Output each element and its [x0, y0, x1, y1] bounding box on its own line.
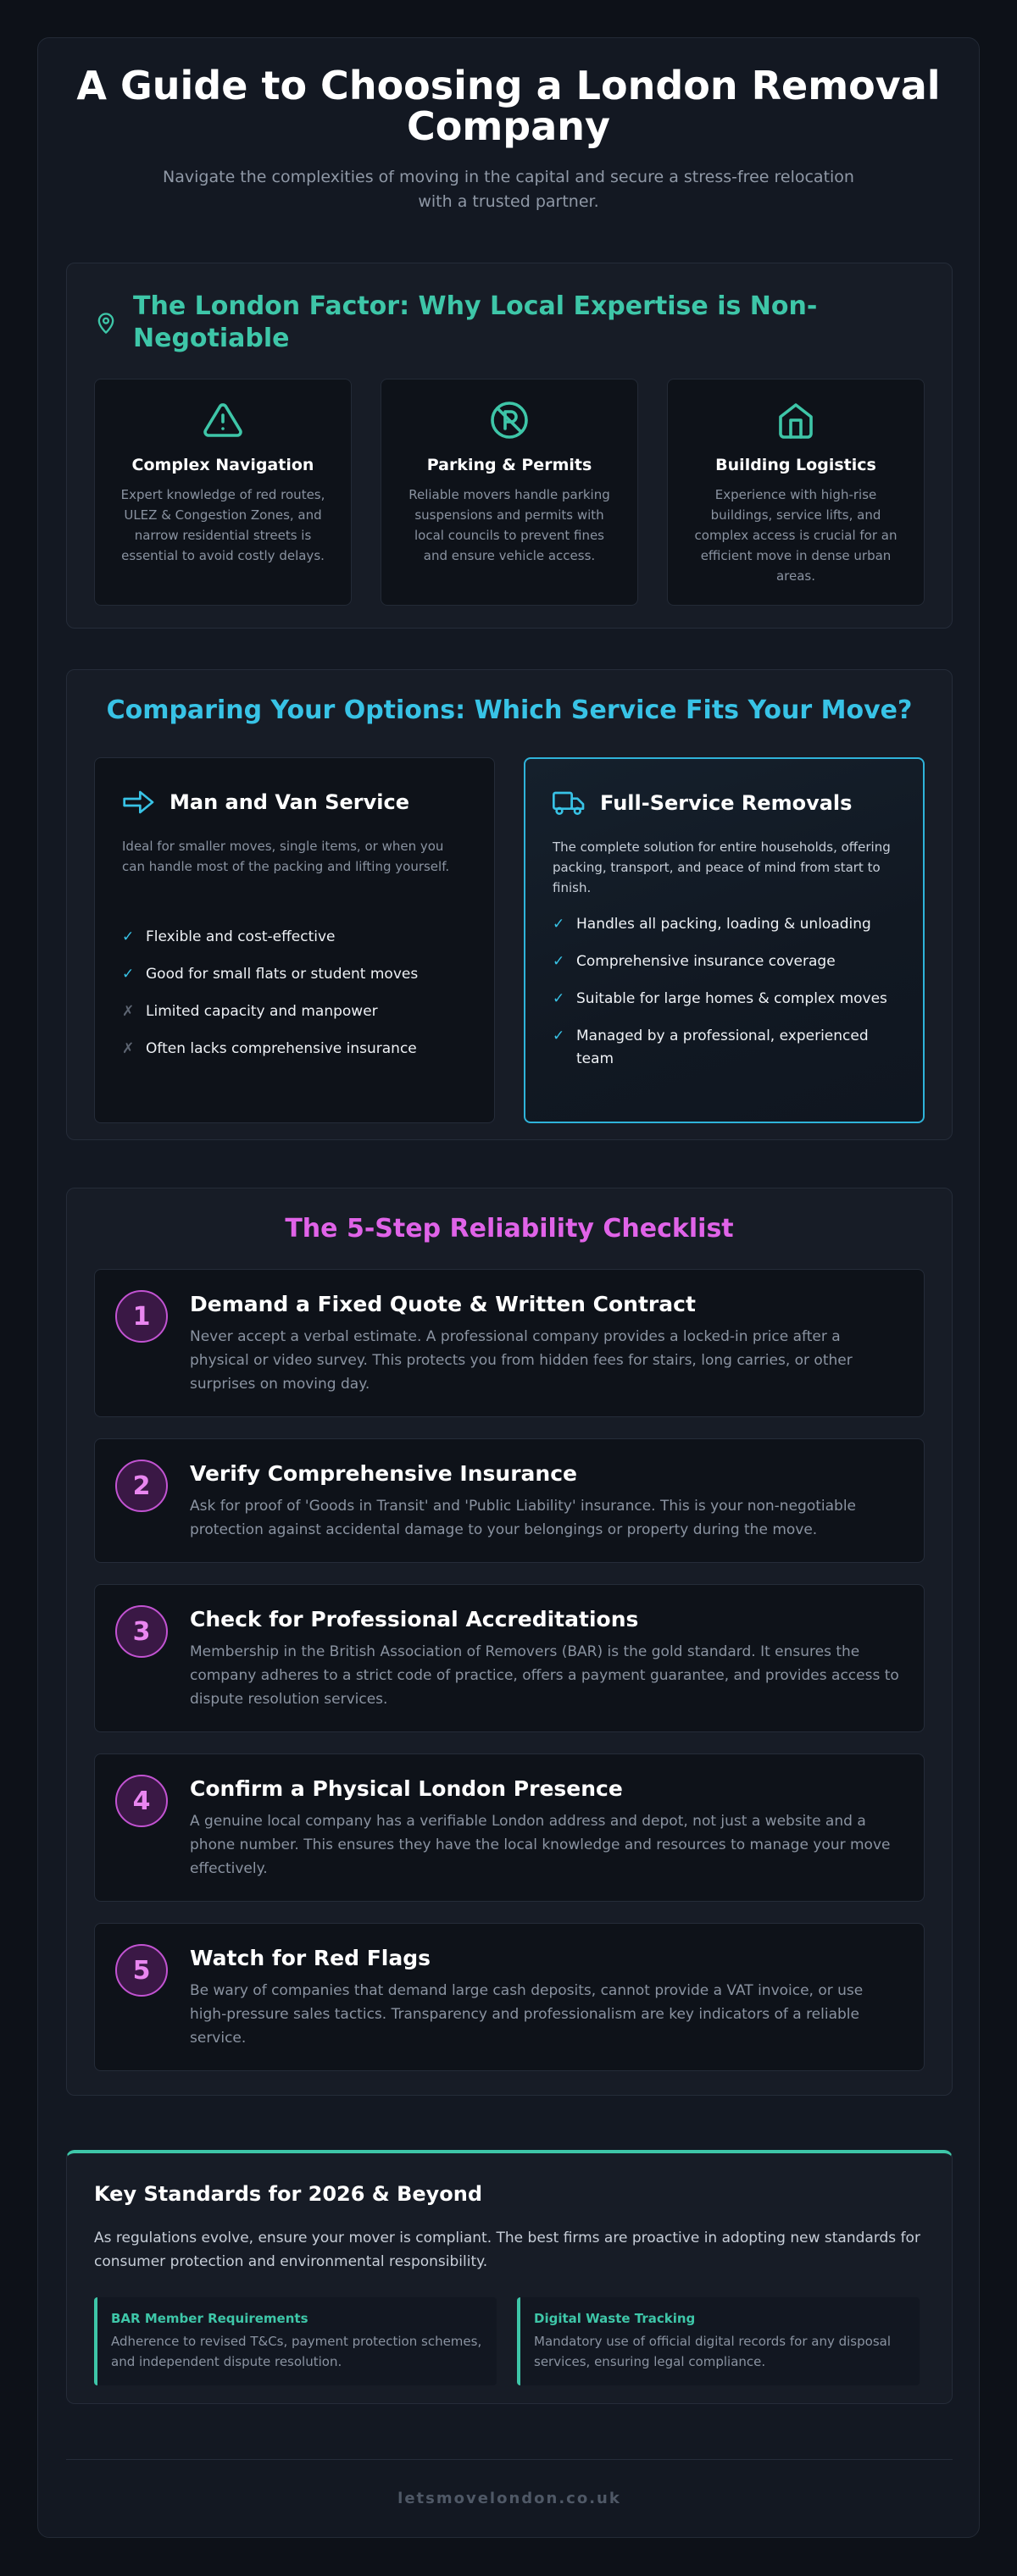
checklist-step [94, 1438, 925, 1563]
step-number-badge: 5 [115, 1944, 168, 1997]
standard-card [94, 2297, 497, 2385]
man-van-card [94, 757, 495, 1123]
standards-desc: As regulations evolve, ensure your mover is compliant. The best firms are proactive in adopting new standards for consumer protection and environmental responsibility. [94, 2230, 920, 2270]
factor-card [667, 379, 925, 606]
standards-section [66, 2150, 953, 2404]
list-item [553, 988, 896, 1011]
list-item-text: Flexible and cost-effective [146, 928, 336, 945]
standard-card [517, 2297, 920, 2385]
warning-triangle-icon [203, 400, 243, 440]
standard-title: Digital Waste Tracking [534, 2311, 696, 2326]
step-title: Demand a Fixed Quote & Written Contract [190, 1292, 696, 1316]
step-text: Be wary of companies that demand large cash deposits, cannot provide a VAT invoice, or use high-pressure sales tactics. Transparency and professionalism are key indicators of a reliable service. [190, 1982, 864, 2047]
step-number-badge: 2 [115, 1460, 168, 1512]
list-item-text: Handles all packing, loading & unloading [576, 916, 871, 933]
full-service-card [524, 757, 925, 1123]
list-item-text: Managed by a professional, experienced team [576, 1028, 869, 1067]
truck-icon [553, 788, 586, 818]
checklist-section [66, 1188, 953, 2096]
check-icon: ✓ [553, 990, 565, 1007]
list-item [553, 950, 896, 973]
hero [38, 38, 979, 214]
check-icon: ✓ [553, 1028, 565, 1044]
step-text: Membership in the British Association of Removers (BAR) is the gold standard. It ensures the company adheres to a strict code of practice, offers a payment guarantee, and provides access to dispute resolution services. [190, 1643, 899, 1708]
options-section [66, 669, 953, 1140]
check-icon: ✓ [122, 928, 135, 945]
checklist-step [94, 1584, 925, 1732]
check-icon: ✓ [553, 953, 565, 970]
full-service-list [553, 913, 896, 1071]
standard-text: Adherence to revised T&Cs, payment protection schemes, and independent dispute resolution. [111, 2334, 482, 2369]
step-title: Verify Comprehensive Insurance [190, 1461, 577, 1486]
man-van-title: Man and Van Service [170, 790, 410, 814]
list-item-text: Suitable for large homes & complex moves [576, 990, 887, 1007]
factor-card-title: Building Logistics [715, 456, 876, 474]
page-title: A Guide to Choosing a London Removal Company [76, 63, 941, 149]
man-van-desc: Ideal for smaller moves, single items, or when you can handle most of the packing and lifting yourself. [122, 839, 450, 874]
infographic-page [37, 37, 980, 2538]
cross-icon: ✗ [122, 1003, 135, 1020]
man-van-list [122, 926, 467, 1061]
factor-card [94, 379, 352, 606]
standard-text: Mandatory use of official digital records for any disposal services, ensuring legal compliance. [534, 2334, 891, 2369]
factor-card [381, 379, 638, 606]
list-item-text: Comprehensive insurance coverage [576, 953, 836, 970]
standard-title: BAR Member Requirements [111, 2311, 308, 2326]
map-pin-icon [94, 311, 118, 335]
london-factor-title: The London Factor: Why Local Expertise is Non-Negotiable [133, 291, 818, 353]
footer-divider [66, 2459, 953, 2460]
list-item-text: Limited capacity and manpower [146, 1003, 378, 1020]
step-number-badge: 4 [115, 1775, 168, 1827]
step-number-badge: 3 [115, 1605, 168, 1658]
list-item [553, 1025, 896, 1071]
list-item [122, 926, 467, 949]
step-title: Watch for Red Flags [190, 1946, 431, 1970]
step-number-badge: 1 [115, 1290, 168, 1343]
standards-title: Key Standards for 2026 & Beyond [94, 2182, 483, 2206]
check-icon: ✓ [553, 916, 565, 933]
step-text: A genuine local company has a verifiable London address and depot, not just a website and a phone number. This ensures they have the local knowledge and resources to manage your move effectively. [190, 1813, 891, 1877]
footer-site-link[interactable]: letsmovelondon.co.uk [397, 2490, 621, 2507]
london-factor-section [66, 263, 953, 629]
cross-icon: ✗ [122, 1040, 135, 1057]
list-item [122, 1038, 467, 1061]
factor-card-text: Expert knowledge of red routes, ULEZ & Congestion Zones, and narrow residential streets is essential to avoid costly delays. [120, 487, 325, 563]
no-parking-icon [489, 400, 530, 440]
check-icon: ✓ [122, 966, 135, 983]
factor-card-text: Experience with high-rise buildings, service lifts, and complex access is crucial for an efficient move in dense urban areas. [694, 487, 898, 584]
factor-card-title: Parking & Permits [426, 456, 592, 474]
arrow-right-icon [122, 787, 156, 817]
checklist-step [94, 1753, 925, 1902]
list-item [122, 1000, 467, 1023]
full-service-title: Full-Service Removals [600, 791, 853, 815]
checklist-step [94, 1269, 925, 1417]
checklist-title: The 5-Step Reliability Checklist [285, 1214, 734, 1244]
factor-card-title: Complex Navigation [131, 456, 314, 474]
factor-card-text: Reliable movers handle parking suspensions and permits with local councils to prevent fines and ensure vehicle access. [408, 487, 610, 563]
checklist-step [94, 1923, 925, 2071]
page-subtitle: Navigate the complexities of moving in the capital and secure a stress-free relocation with a trusted partner. [163, 168, 854, 211]
full-service-desc: The complete solution for entire households, offering packing, transport, and peace of mind from start to finish. [553, 839, 891, 895]
list-item [122, 963, 467, 986]
list-item-text: Good for small flats or student moves [146, 966, 419, 983]
step-title: Check for Professional Accreditations [190, 1607, 639, 1631]
house-icon [775, 400, 816, 440]
list-item [553, 913, 896, 936]
step-text: Ask for proof of 'Goods in Transit' and 'Public Liability' insurance. This is your non-negotiable protection against accidental damage to your belongings or property during the move. [190, 1498, 857, 1538]
step-text: Never accept a verbal estimate. A professional company provides a locked-in price after a physical or video survey. This protects you from hidden fees for stairs, long carries, or other surprises on moving day. [190, 1328, 853, 1393]
step-title: Confirm a Physical London Presence [190, 1776, 623, 1801]
options-title: Comparing Your Options: Which Service Fits Your Move? [106, 695, 913, 725]
list-item-text: Often lacks comprehensive insurance [146, 1040, 417, 1057]
